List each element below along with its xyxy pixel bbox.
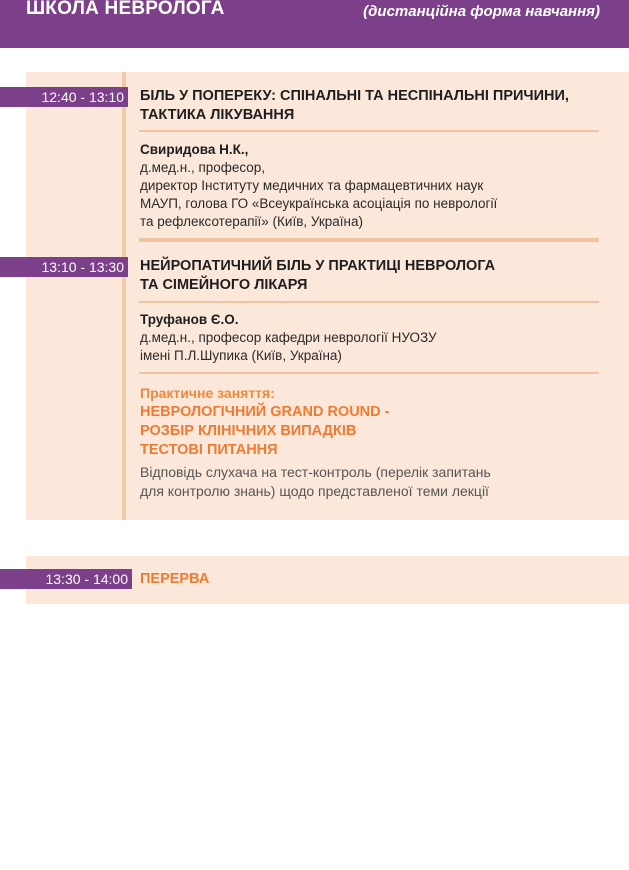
divider	[139, 130, 599, 132]
speaker-detail: та рефлексотерапії» (Київ, Україна)	[140, 214, 363, 229]
practice-title	[140, 403, 389, 460]
speaker-detail: д.мед.н., професор,	[140, 160, 266, 175]
practice-description-line: Відповідь слухача на тест-контроль (перелік запитань	[140, 464, 491, 480]
session-time-badge: 12:40 - 13:10	[0, 87, 128, 107]
practice-description-line: для контролю знань) щодо представленої теми лекції	[140, 483, 489, 499]
practice-title-line: ТЕСТОВІ ПИТАННЯ	[140, 442, 278, 458]
divider	[139, 372, 599, 374]
speaker-name: Труфанов Є.О.	[140, 312, 239, 327]
timeline-divider	[122, 72, 126, 520]
session-title	[140, 257, 495, 295]
practice-description	[140, 463, 491, 501]
speaker-detail: директор Інституту медичних та фармацевтичних наук	[140, 178, 484, 193]
session-time-badge: 13:10 - 13:30	[0, 257, 128, 277]
page-subtitle: (дистанційна форма навчання)	[363, 3, 600, 20]
page-header	[0, 0, 629, 48]
page-title: ШКОЛА НЕВРОЛОГА	[26, 0, 225, 19]
session-title-line: ТА СІМЕЙНОГО ЛІКАРЯ	[140, 277, 308, 293]
speaker-info	[140, 311, 437, 365]
speaker-info	[140, 141, 497, 231]
session-title-line: НЕЙРОПАТИЧНИЙ БІЛЬ У ПРАКТИЦІ НЕВРОЛОГА	[140, 258, 496, 274]
session-title-line: ТАКТИКА ЛІКУВАННЯ	[140, 107, 295, 123]
speaker-name: Свиридова Н.К.,	[140, 142, 249, 157]
divider	[139, 301, 599, 303]
practice-title-line: РОЗБІР КЛІНІЧНИХ ВИПАДКІВ	[140, 423, 357, 439]
practice-title-line: НЕВРОЛОГІЧНИЙ GRAND ROUND -	[140, 404, 390, 420]
speaker-detail: імені П.Л.Шупика (Київ, Україна)	[140, 348, 342, 363]
practice-label: Практичне заняття:	[140, 385, 275, 401]
speaker-detail: МАУП, голова ГО «Всеукраїнська асоціація по неврології	[140, 196, 498, 211]
session-title-line: БІЛЬ У ПОПЕРЕКУ: СПІНАЛЬНІ ТА НЕСПІНАЛЬНІ ПРИЧИНИ,	[140, 88, 569, 104]
speaker-detail: д.мед.н., професор кафедри неврології НУОЗУ	[140, 330, 437, 345]
divider	[139, 238, 599, 242]
break-label: ПЕРЕРВА	[140, 571, 210, 587]
break-time-badge: 13:30 - 14:00	[0, 569, 132, 589]
session-title	[140, 87, 569, 125]
